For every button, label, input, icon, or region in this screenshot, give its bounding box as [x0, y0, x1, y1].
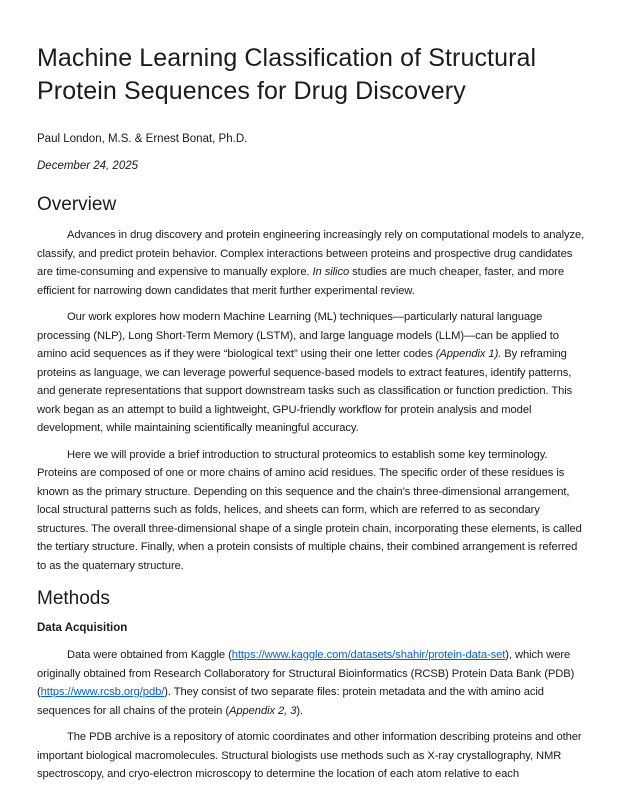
date-line: December 24, 2025 — [37, 160, 139, 172]
text-run: Here we will provide a brief introduction to structural proteomics to establish some key terminology. Proteins are composed of one or more chains of amino acid residues. The specific order of these residues is known as the primary structure. Depending on this sequence and the chain’s three-dimensional arrangement, local structural patterns such as folds, helices, and sheets can form, which are referred to as secondary structures. The overall three-dimensional shape of a single protein chain, incorporating these elements, is called the tertiary structure. Finally, when a protein consists of multiple chains, their combined arrangement is referred to as the quaternary structure. — [37, 448, 582, 572]
hyperlink[interactable]: https://www.rcsb.org/pdb/ — [40, 686, 165, 698]
section-heading-overview: Overview — [37, 194, 117, 215]
text-run: ). They consist of two separate files: protein metadata and the with amino acid sequences for all chains of the protein ( — [37, 686, 544, 717]
text-run: In silico — [312, 266, 350, 278]
title-line-1: Machine Learning Classification of Structural — [37, 44, 537, 72]
text-run: ). — [296, 704, 304, 717]
text-run: ), which were originally obtained from Research Collaboratory for Structural Bioinformatics (RCSB) Protein Data Bank (PDB) ( — [37, 649, 575, 698]
document-title — [37, 42, 586, 108]
paragraph-data-acquisition-1 — [37, 646, 586, 720]
text-run: Appendix 2, 3 — [229, 704, 297, 717]
paragraph-overview-1 — [37, 226, 586, 300]
text-run: By reframing proteins as language, we can leverage powerful sequence-based models to extract features, identify patterns, and generate representations that support downstream tasks such as classification or function prediction. This work began as an attempt to build a lightweight, GPU-friendly workflow for protein analysis and model development, while maintaining scientifically meaningful accuracy. — [37, 348, 573, 434]
authors-line: Paul London, M.S. & Ernest Bonat, Ph.D. — [37, 133, 248, 145]
subsection-heading-data-acquisition: Data Acquisition — [37, 622, 128, 634]
section-heading-methods: Methods — [37, 588, 110, 609]
text-run: The PDB archive is a repository of atomic coordinates and other information describing proteins and other important biological macromolecules. Structural biologists use methods such as X-ray crystallography, NMR spectroscopy, and cryo-electron microscopy to determine the location of each atom relative to each — [37, 731, 582, 780]
text-run: Our work explores how modern Machine Learning (ML) techniques—particularly natural language processing (NLP), Long Short-Term Memory (LSTM), and large language models (LLM)—can be applied to amino acid sequences as if they were “biological text” using their one letter codes — [37, 311, 559, 360]
paragraph-data-acquisition-2 — [37, 728, 586, 784]
paragraph-overview-3 — [37, 446, 586, 576]
title-line-2: Protein Sequences for Drug Discovery — [37, 77, 466, 105]
hyperlink[interactable]: https://www.kaggle.com/datasets/shahir/protein-data-set — [231, 649, 506, 661]
text-run: Data were obtained from Kaggle ( — [67, 649, 232, 661]
text-run: studies are much cheaper, faster, and more efficient for narrowing down candidates that merit further experimental review. — [37, 266, 564, 297]
text-run: Advances in drug discovery and protein engineering increasingly rely on computational models to analyze, classify, and predict protein behavior. Complex interactions between proteins and prospective drug candidates are time-consuming and expensive to manually explore. — [37, 229, 585, 278]
paragraph-overview-2 — [37, 308, 586, 438]
text-run: (Appendix 1). — [435, 348, 502, 360]
